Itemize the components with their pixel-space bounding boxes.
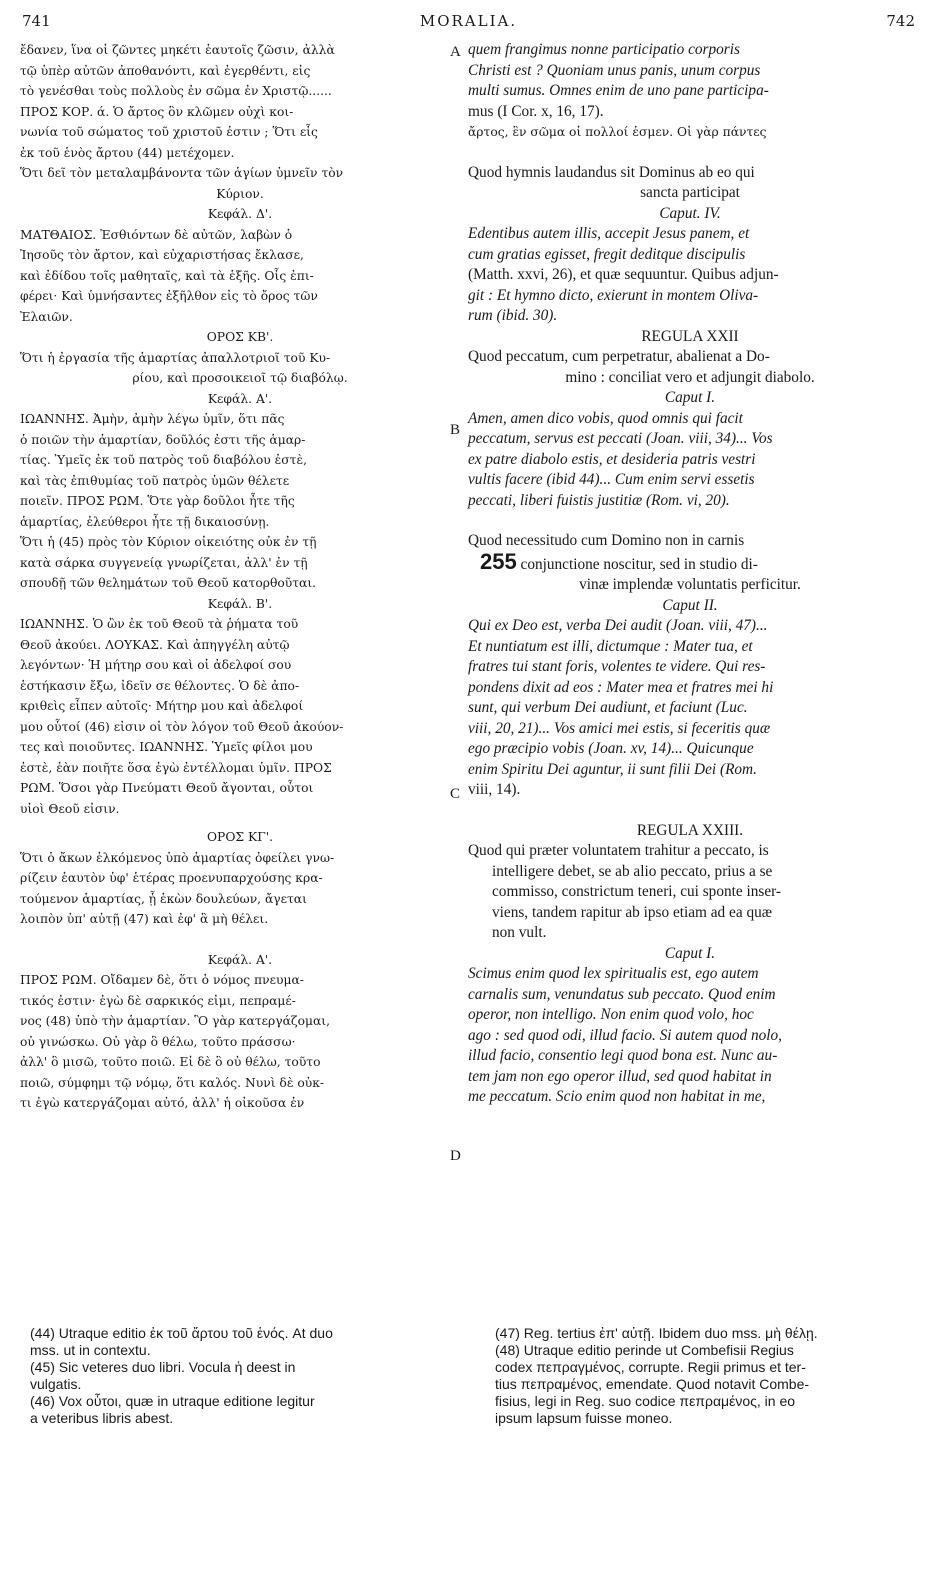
footnote-line: a veteribus libris abest. — [30, 1410, 174, 1426]
rule-heading: Κύριον. — [216, 186, 264, 201]
running-header — [0, 12, 937, 36]
rule-heading: non vult. — [492, 924, 547, 941]
text-line: φέρει· Καὶ ὑμνήσαντες ἐξῆλθον εἰς τὸ ὄρος τῶν — [20, 289, 318, 303]
rule-heading: σπουδῇ τῶν θελημάτων τοῦ Θεοῦ κατορθοῦται. — [20, 576, 317, 590]
text-line: τῷ ὑπὲρ αὐτῶν ἀποθανόντι, καὶ ἐγερθέντι, εἰς — [20, 63, 311, 78]
text-line: Et nuntiatum est illi, dictumque : Mater tua, et — [468, 637, 753, 655]
text-line: quem frangimus nonne participatio corporis — [468, 41, 740, 58]
text-line: rum (ibid. 30). — [468, 307, 558, 324]
margin-marker-c: C — [450, 786, 461, 802]
text-line: νος (48) ὑπὸ τὴν ἁμαρτίαν. Ὃ γὰρ κατεργάζομαι, — [20, 1014, 331, 1028]
text-line: ἐστὲ, ἐὰν ποιῆτε ὅσα ἐγὼ ἐντέλλομαι ὑμῖν. ΠΡΟΣ — [20, 760, 332, 775]
text-line: viii, 14). — [468, 781, 521, 798]
rule-heading: Ὅτι ὁ ἄκων ἑλκόμενος ὑπὸ ἁμαρτίας ὀφείλει γνω- — [20, 850, 335, 865]
section-heading: ΟΡΟΣ ΚΒ'. — [206, 330, 274, 344]
text-line: Qui ex Deo est, verba Dei audit (Joan. viii, 47)... — [468, 617, 768, 634]
text-line: Ἐλαιῶν. — [20, 309, 73, 324]
text-line: Scimus enim quod lex spiritualis est, ego autem — [468, 965, 759, 982]
margin-marker-a: A — [450, 44, 461, 60]
footnote-line: tius πεπραμένος, emendate. Quod notavit Combe- — [495, 1376, 810, 1392]
rule-heading: intelligere debet, se ab alio peccato, prius a se — [492, 862, 773, 880]
text-line: fratres tui stant foris, volentes te videre. Qui res- — [468, 658, 766, 675]
text-line: ἔδανεν, ἵνα οἱ ζῶντες μηκέτι ἑαυτοῖς ζῶσιν, ἀλλὰ — [20, 43, 335, 57]
rule-heading: viens, tandem rapitur ab ipso etiam ad ea quæ — [492, 903, 772, 921]
text-line: ἐκ τοῦ ἑνὸς ἄρτου (44) μετέχομεν. — [20, 145, 235, 160]
column-number: 255 — [480, 548, 517, 574]
footnote-line: ipsum lapsum fuisse moneo. — [495, 1410, 673, 1426]
text-line: ΠΡΟΣ ΡΩΜ. Οἴδαμεν δὲ, ὅτι ὁ νόμος πνευμα- — [20, 973, 304, 987]
text-line: τες καὶ ποιοῦντες. ΙΩΑΝΝΗΣ. Ὑμεῖς φίλοι μου — [20, 740, 313, 754]
rule-heading: Quod necessitudo cum Domino non in carnis — [468, 532, 745, 549]
rule-heading: Quod qui præter voluntatem trahitur a peccato, is — [468, 842, 769, 859]
text-line: τικός ἐστιν· ἐγὼ δὲ σαρκικός εἰμι, πεπραμέ- — [20, 993, 296, 1008]
text-line: ego præcipio vobis (Joan. xv, 14)... Quicunque — [468, 740, 754, 757]
text-line: κριθεὶς εἶπεν αὐτοῖς· Μήτηρ μου καὶ ἀδελφοί — [20, 699, 304, 713]
text-line: Θεοῦ ἀκούει. ΛΟΥΚΑΣ. Καὶ ἀπηγγέλη αὐτῷ — [20, 637, 290, 652]
text-line: vultis facere (ibid 44)... Cum enim servi essetis — [468, 471, 755, 488]
section-heading: REGULA XXII — [641, 327, 739, 345]
rule-heading: τούμενον ἁμαρτίας, ᾗ ἑκὼν δουλεύων, ἄγεται — [20, 891, 307, 906]
chapter-heading: Κεφάλ. Α'. — [207, 391, 273, 406]
section-heading: REGULA XXIII. — [636, 821, 744, 839]
text-line: Edentibus autem illis, accepit Jesus panem, et — [468, 225, 750, 242]
text-line: ΠΡΟΣ ΚΟΡ. ά. Ὁ ἄρτος ὃν κλῶμεν οὐχὶ κοι- — [20, 104, 294, 119]
left-page-number: 741 — [22, 12, 51, 30]
footnote-line: (44) Utraque editio ἐκ τοῦ ἄρτου τοῦ ἑνός. At duo — [30, 1325, 333, 1341]
chapter-heading: Caput I. — [664, 389, 716, 406]
chapter-heading: Caput I. — [664, 944, 716, 962]
text-line: ποιῶ, σύμφημι τῷ νόμῳ, ὅτι καλός. Νυνὶ δὲ οὐκ- — [20, 1075, 325, 1090]
text-line: ex patre diabolo estis, et desideria patris vestri — [468, 450, 756, 468]
text-line: νωνία τοῦ σώματος τοῦ χριστοῦ ἐστιν ; Ὅτι εἷς — [20, 125, 318, 139]
footnotes-left — [30, 1325, 450, 1427]
section-heading: ΟΡΟΣ ΚΓ'. — [206, 830, 274, 844]
chapter-heading: Κεφάλ. Δ'. — [207, 207, 273, 221]
text-line: Christi est ? Quoniam unus panis, unum corpus — [468, 61, 761, 79]
text-line: pondens dixit ad eos : Mater mea et fratres mei hi — [468, 678, 774, 696]
rule-heading: Ὅτι ἡ ἐργασία τῆς ἁμαρτίας ἀπαλλοτριοῖ τοῦ Κυ- — [20, 350, 331, 365]
text-line: ΡΩΜ. Ὅσοι γὰρ Πνεύματι Θεοῦ ἄγονται, οὗτοι — [20, 781, 314, 795]
text-line: cum gratias egisset, fregit deditque discipulis — [468, 245, 746, 263]
footnote-line: fisius, legi in Reg. suo codice πεπραμένος, in eo — [495, 1393, 796, 1409]
text-line: Ἰησοῦς τὸν ἄρτον, καὶ εὐχαριστήσας ἔκλασε, — [20, 248, 304, 262]
text-line: ΜΑΤΘΑΙΟΣ. Ἐσθιόντων δὲ αὐτῶν, λαβὼν ὁ — [20, 227, 293, 242]
rule-heading: Ὅτι ἡ (45) πρὸς τὸν Κύριον οἰκειότης οὐκ ἐν τῇ — [20, 535, 317, 549]
running-title: MORALIA. — [419, 12, 518, 30]
text-line: ὁ ποιῶν τὴν ἁμαρτίαν, δοῦλός ἐστι τῆς ἁμαρ- — [20, 432, 306, 447]
margin-marker-d: D — [450, 1148, 461, 1164]
text-line: viii, 20, 21)... Vos amici mei estis, si feceritis quæ — [468, 719, 771, 737]
text-line: peccati, liberi fuistis justitiæ (Rom. vi, 20). — [468, 491, 730, 509]
text-line: mus (I Cor. x, 16, 17). — [468, 102, 604, 120]
text-line: ΙΩΑΝΝΗΣ. Ὁ ὢν ἐκ τοῦ Θεοῦ τὰ ῥήματα τοῦ — [20, 617, 299, 631]
rule-heading: 255 conjunctione noscitur, sed in studio di- — [480, 548, 758, 574]
text-line: sunt, qui verbum Dei audiunt, et faciunt (Luc. — [468, 699, 748, 716]
text-line: enim Spiritu Dei aguntur, ii sunt filii Dei (Rom. — [468, 760, 757, 778]
rule-heading: vinæ implendæ voluntatis perficitur. — [579, 576, 801, 593]
greek-continuation-line: ἄρτος, ἓν σῶμα οἱ πολλοί ἐσμεν. Οἱ γὰρ πάντες — [468, 125, 767, 139]
text-line: καὶ ἐδίδου τοῖς μαθηταῖς, καὶ τὰ ἑξῆς. Οἷς ἐπι- — [20, 268, 314, 283]
footnote-line: (45) Sic veteres duo libri. Vocula ἡ deest in — [30, 1359, 296, 1375]
text-line: (Matth. xxvi, 26), et quæ sequuntur. Quibus adjun- — [468, 266, 779, 283]
latin-column — [468, 40, 912, 1108]
text-line: git : Et hymno dicto, exierunt in montem Oliva- — [468, 286, 759, 304]
footnote-line: vulgatis. — [30, 1376, 82, 1392]
footnote-line: mss. ut in contextu. — [30, 1342, 151, 1358]
rule-heading: ρίου, καὶ προσοικειοῖ τῷ διαβόλῳ. — [132, 371, 348, 385]
text-line: καὶ τὰς ἐπιθυμίας τοῦ πατρὸς ὑμῶν θέλετε — [20, 473, 290, 488]
chapter-heading: Κεφάλ. Β'. — [207, 596, 273, 611]
rule-heading: κατὰ σάρκα συγγενείᾳ γνωρίζεται, ἀλλ' ἐν τῇ — [20, 555, 308, 570]
text-line: peccatum, servus est peccati (Joan. viii, 34)... Vos — [468, 430, 773, 447]
chapter-heading: Caput. IV. — [659, 204, 721, 222]
rule-heading: mino : conciliat vero et adjungit diabolo. — [565, 368, 815, 386]
footnote-line: codex πεπραγμένος, corrupte. Regii primus et ter- — [495, 1359, 806, 1375]
footnote-line: (48) Utraque editio perinde ut Combefisii Regius — [495, 1342, 794, 1358]
text-line: multi sumus. Omnes enim de uno pane participa- — [468, 82, 769, 99]
rule-heading: Quod hymnis laudandus sit Dominus ab eo qui — [468, 163, 755, 181]
rule-heading: sancta participat — [640, 184, 740, 201]
rule-heading: Ὅτι δεῖ τὸν μεταλαμβάνοντα τῶν ἁγίων ὑμνεῖν τὸν — [20, 166, 344, 180]
rule-heading: λοιπὸν ὑπ' αὐτῇ (47) καὶ ἐφ' ἃ μὴ θέλει. — [20, 912, 269, 926]
footnotes-right — [495, 1325, 915, 1427]
text-line: tem jam non ego operor illud, sed quod habitat in — [468, 1067, 772, 1085]
footnote-line: (46) Vox οὗτοι, quæ in utraque editione legitur — [30, 1393, 315, 1409]
right-page-number: 742 — [886, 12, 915, 30]
text-line: ἁμαρτίας, ἐλεύθεροι ἦτε τῇ δικαιοσύνῃ. — [20, 514, 270, 529]
text-line: ago : sed quod odi, illud facio. Si autem quod nolo, — [468, 1026, 782, 1044]
text-line: carnalis sum, venundatus sub peccato. Quod enim — [468, 985, 776, 1003]
rule-heading: Quod peccatum, cum perpetratur, abalienat a Do- — [468, 348, 770, 365]
text-line: me peccatum. Scio enim quod non habitat in me, — [468, 1088, 766, 1105]
footnote-line: (47) Reg. tertius ἐπ' αὐτῇ. Ibidem duo mss. μὴ θέλῃ. — [495, 1325, 818, 1341]
text-line: τι ἐγὼ κατεργάζομαι αὐτό, ἀλλ' ἡ οἰκοῦσα ἐν — [20, 1096, 305, 1110]
chapter-heading: Caput II. — [662, 596, 718, 614]
chapter-heading: Κεφάλ. Α'. — [207, 952, 273, 967]
text-line: μου οὗτοί (46) εἰσιν οἱ τὸν λόγον τοῦ Θεοῦ ἀκούον- — [20, 719, 344, 734]
text-line: operor, non intelligo. Non enim quod volo, hoc — [468, 1006, 754, 1023]
text-line: ἀλλ' ὃ μισῶ, τοῦτο ποιῶ. Εἰ δὲ ὃ οὐ θέλω, τοῦτο — [20, 1055, 321, 1069]
margin-marker-b: B — [450, 422, 461, 438]
text-line: ποιεῖν. ΠΡΟΣ ΡΩΜ. Ὅτε γὰρ δοῦλοι ἦτε τῆς — [20, 494, 295, 508]
text-line: τὸ γενέσθαι τοὺς πολλοὺς ἐν σῶμα ἐν Χριστῷ...... — [20, 84, 332, 98]
rule-heading: ρίζειν ἑαυτὸν ὑφ' ἑτέρας προενυπαρχούσης κρα- — [20, 871, 323, 885]
text-line: τίας. Ὑμεῖς ἐκ τοῦ πατρὸς τοῦ διαβόλου ἐστὲ, — [20, 453, 307, 467]
text-line: ΙΩΑΝΝΗΣ. Ἀμὴν, ἀμὴν λέγω ὑμῖν, ὅτι πᾶς — [20, 412, 285, 426]
text-line: υἱοὶ Θεοῦ εἰσιν. — [20, 801, 120, 816]
text-line: ἑστήκασιν ἔξω, ἰδεῖν σε θέλοντες. Ὁ δὲ ἀπο- — [20, 678, 300, 693]
rule-heading: commisso, constrictum teneri, cui sponte inser- — [492, 883, 781, 900]
text-line: οὐ γινώσκω. Οὐ γὰρ ὃ θέλω, τοῦτο πράσσω· — [20, 1034, 296, 1049]
text-line: λεγόντων· Ἡ μήτηρ σου καὶ οἱ ἀδελφοί σου — [20, 658, 292, 672]
text-line: illud facio, consentio legi quod bona est. Nunc au- — [468, 1047, 778, 1064]
text-line: Amen, amen dico vobis, quod omnis qui facit — [468, 409, 743, 427]
greek-column — [20, 40, 460, 1114]
